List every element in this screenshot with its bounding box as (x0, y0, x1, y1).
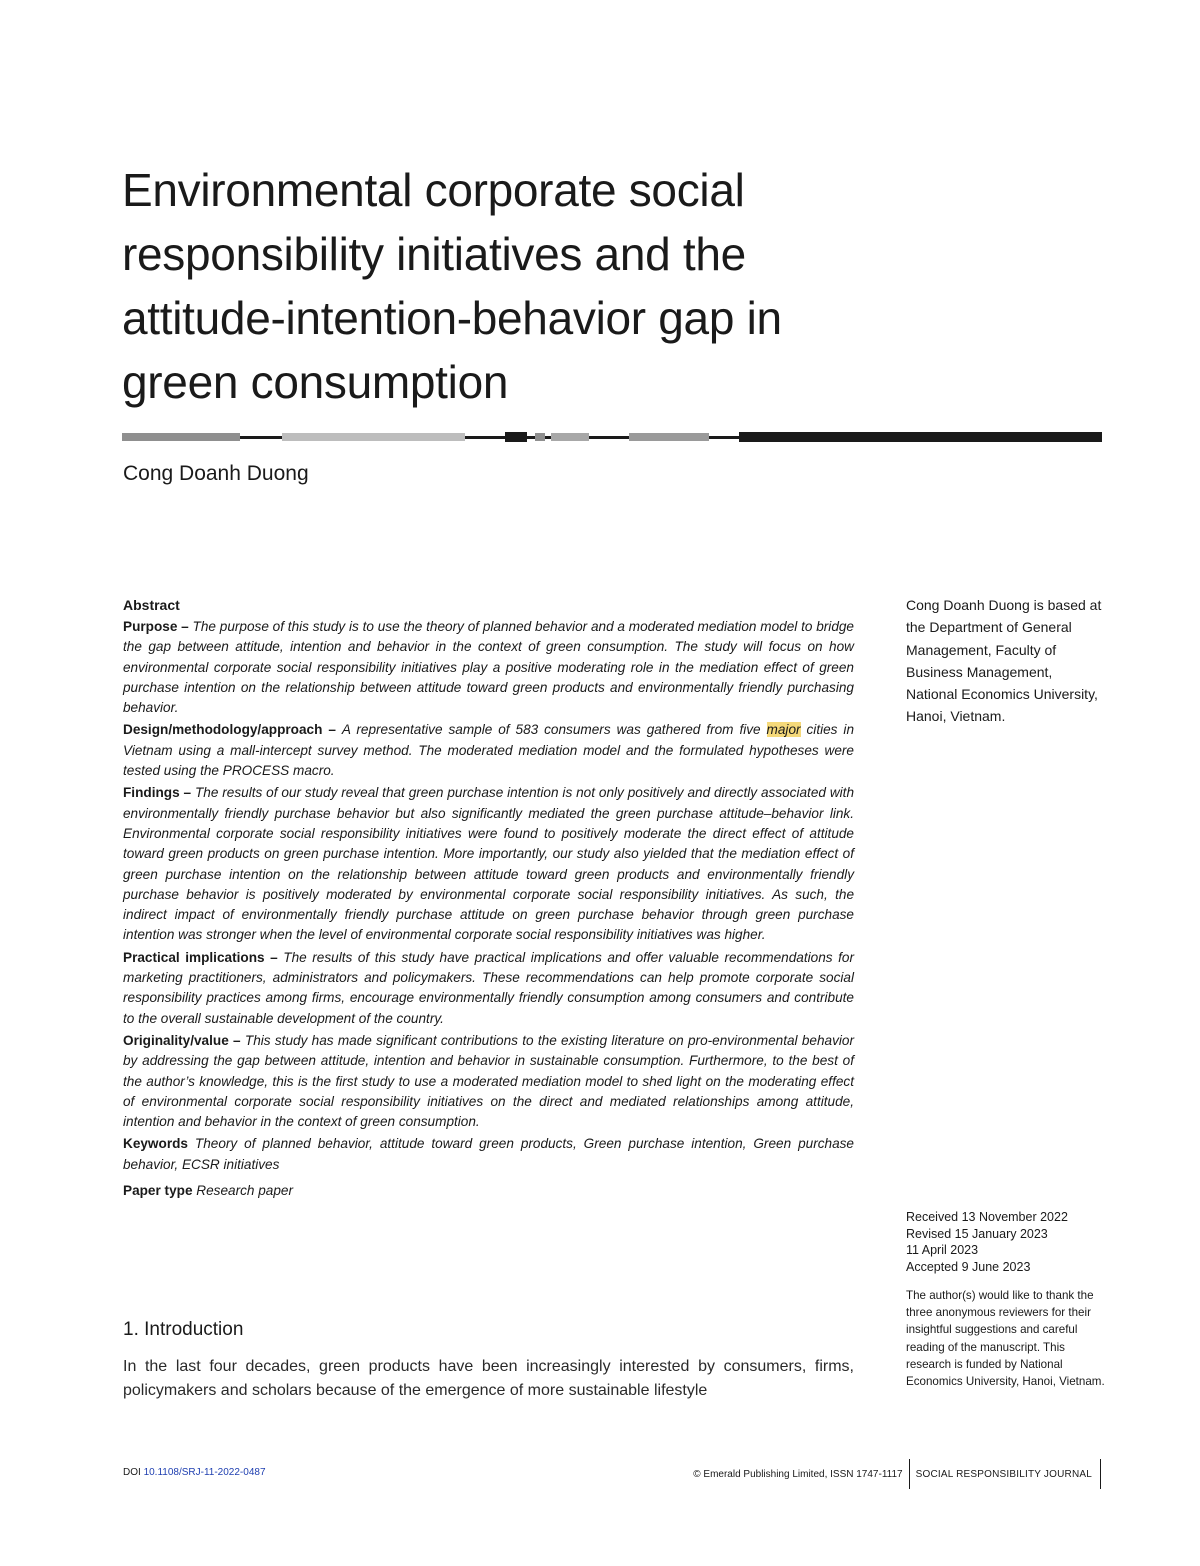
findings-text: The results of our study reveal that green purchase intention is not only positively and directly associated with environmentally friendly purchase behavior but also significantly mediated the green purchase attitude–behavior link. Environmental corporate social responsibility initiatives were found to positively moderate the direct effect of attitude toward green products on green purchase intention. More importantly, our study also yielded that the mediation effect of green purchase intention on the relationship between attitude toward green products and environmentally friendly purchase behavior is positively moderated by environmental corporate social responsibility initiatives. As such, the indirect impact of environmentally friendly purchase attitude on green purchase behavior through green purchase intention was stronger when the level of environmental corporate social responsibility initiatives was higher. (123, 785, 855, 943)
abstract-paper-type (123, 1181, 854, 1201)
purpose-label: Purpose – (123, 619, 189, 634)
abstract-design (123, 720, 854, 781)
findings-label: Findings – (123, 785, 192, 801)
keywords-label: Keywords (123, 1136, 188, 1152)
title-line: Environmental corporate social (122, 164, 745, 216)
design-label: Design/methodology/approach – (123, 722, 336, 738)
footer-doi (123, 1467, 266, 1478)
doi-label: DOI (123, 1467, 141, 1478)
title-line: green consumption (122, 356, 509, 408)
date-revised-second: 11 April 2023 (906, 1243, 979, 1257)
design-text: A representative sample of 583 consumers was gathered from five (341, 722, 761, 738)
practical-label: Practical implications – (123, 949, 278, 965)
practical-text: The results of this study have practical implications and offer valuable recommendations for marketing practitioners, administrators and policymakers. These recommendations can help promote corporate social responsibility practices among firms, encourage environmentally friendly consumption among consumers and contribute to the overall sustainable development of the country. (123, 949, 855, 1026)
date-accepted: Accepted 9 June 2023 (906, 1259, 1031, 1274)
purpose-text: The purpose of this study is to use the theory of planned behavior and a moderated mediation model to bridge the gap between attitude, intention and behavior in the context of green consumption. The study will focus on how environmental corporate social responsibility initiatives play a positive moderating role in the mediation effect of green purchase intention on the relationship between attitude toward green products and environmentally friendly purchasing behavior. (123, 619, 854, 716)
abstract-practical (123, 948, 854, 1029)
design-text: cities in Vietnam using a mall-intercept survey method. The moderated mediation model and the formulated hypotheses were tested using the PROCESS macro. (123, 722, 854, 779)
abstract-heading: Abstract (123, 597, 180, 613)
footer-divider (1100, 1459, 1101, 1489)
author-affiliation: Cong Doanh Duong is based at the Department of General Management, Faculty of Business Management, National Economics University, Hanoi, Vietnam. (906, 597, 1102, 725)
section-heading-introduction: 1. Introduction (123, 1319, 244, 1340)
footer-publisher (693, 1459, 1101, 1489)
abstract-findings (123, 783, 854, 945)
decorative-title-rule (122, 431, 1102, 443)
acknowledgement: The author(s) would like to thank the three anonymous reviewers for their insightful suggestions and careful reading of the manuscript. This research is funded by National Economics University, Hanoi, Vietnam. (906, 1289, 1105, 1389)
author-name: Cong Doanh Duong (123, 462, 309, 485)
abstract (123, 595, 854, 1203)
date-revised: Revised 15 January 2023 (906, 1226, 1048, 1241)
papertype-label: Paper type (123, 1183, 193, 1199)
introduction-paragraph: In the last four decades, green products have been increasingly interested by consumers, firms, policymakers and scholars because of the emergence of more sustainable lifestyle (123, 1358, 854, 1399)
title-line: responsibility initiatives and the (122, 228, 746, 280)
originality-text: This study has made significant contributions to the existing literature on pro-environmental behavior by addressing the gap between attitude, intention and behavior in sustainable consumption. Furthermore, to the best of the author’s knowledge, this is the first study to use a moderated mediation model to shed light on the moderating effect of environmental corporate social responsibility initiatives on the direct and mediated relationships among attitude, intention and behavior in the context of green consumption. (123, 1032, 854, 1130)
date-received: Received 13 November 2022 (906, 1210, 1068, 1224)
doi-link[interactable]: 10.1108/SRJ-11-2022-0487 (143, 1467, 266, 1478)
title-line: attitude-intention-behavior gap in (122, 292, 782, 344)
journal-name: SOCIAL RESPONSIBILITY JOURNAL (915, 1468, 1092, 1480)
keywords-text: Theory of planned behavior, attitude toward green products, Green purchase intention, Green purchase behavior, ECSR initiatives (123, 1136, 854, 1172)
publisher-info: © Emerald Publishing Limited, ISSN 1747-1117 (693, 1468, 903, 1480)
abstract-originality (123, 1031, 854, 1132)
papertype-text: Research paper (196, 1183, 294, 1199)
article-history-dates (906, 1209, 1106, 1275)
highlighted-word: major (766, 722, 801, 738)
abstract-purpose (123, 617, 854, 718)
article-title (122, 158, 1022, 414)
abstract-keywords (123, 1134, 854, 1175)
originality-label: Originality/value – (123, 1032, 241, 1048)
